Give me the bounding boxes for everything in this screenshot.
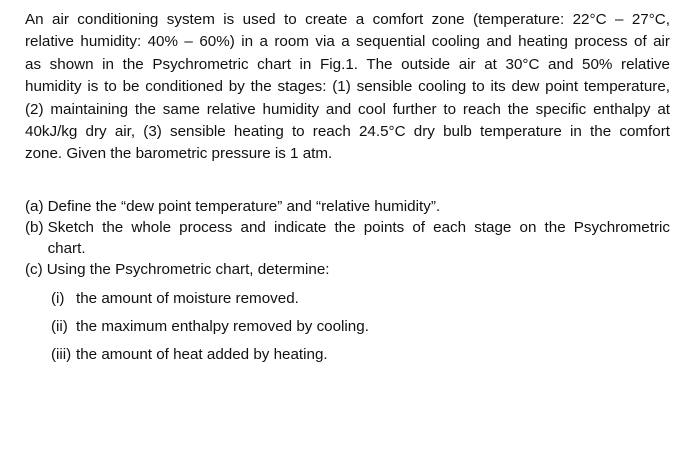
question-text-line: Using the Psychrometric chart, determine: [46,261,330,278]
question-number: (a) [25,198,44,215]
statement-line: zone. Given the barometric pressure is 1 atm. [25,145,333,163]
sub-question-list [51,284,670,368]
question-number: (b) [25,219,44,236]
statement-line: relative humidity: 40% – 60%) in a room via a sequential cooling and heating process of air [25,33,670,51]
question-b [25,217,670,259]
sub-question-text: the maximum enthalpy removed by cooling. [76,317,369,335]
sub-question-ii [51,312,670,340]
statement-line: as shown in the Psychrometric chart in Fig.1. The outside air at 30°C and 50% relative [25,55,670,73]
sub-question-text: the amount of moisture removed. [76,289,299,307]
sub-question-number: (iii) [51,345,72,363]
question-list [25,196,670,368]
question-number: (c) [25,261,43,278]
problem-statement [25,9,670,166]
question-c [25,259,670,280]
statement-line: 40kJ/kg dry air, (3) sensible heating to reach 24.5°C dry bulb temperature in the comfort [25,123,670,141]
question-text-line: Sketch the whole process and indicate the points of each stage on the Psychrometric [47,219,670,236]
question-a [25,196,670,217]
sub-question-iii [51,340,670,368]
question-text [47,259,670,280]
question-text [48,196,670,217]
question-text-line: Define the “dew point temperature” and “relative humidity”. [47,198,441,215]
statement-line: (2) maintaining the same relative humidity and cool further to reach the specific enthalpy at [25,100,670,118]
question-text-line: chart. [47,240,86,257]
sub-question-text: the amount of heat added by heating. [76,345,328,363]
sub-question-number: (ii) [51,317,68,335]
question-text [48,217,670,259]
sub-question-number: (i) [51,289,65,307]
statement-line: humidity is to be conditioned by the stages: (1) sensible cooling to its dew point temperature, [25,78,670,96]
sub-question-i [51,284,670,312]
statement-line: An air conditioning system is used to create a comfort zone (temperature: 22°C – 27°C, [25,11,670,28]
